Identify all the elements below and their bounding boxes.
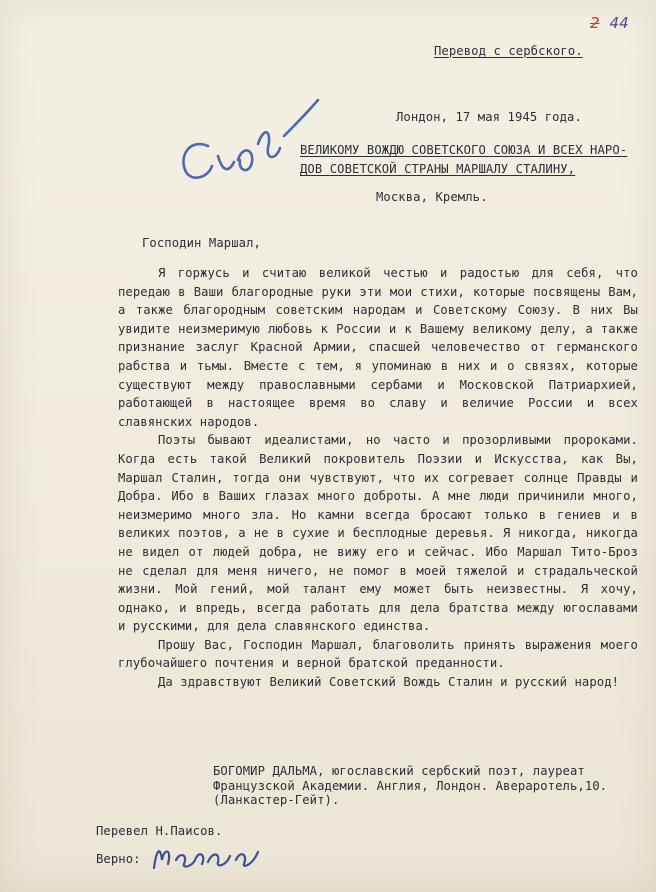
paragraph-4: Да здравствуют Великий Советский Вождь Сталин и русский народ!	[158, 675, 620, 690]
signature-line-3: (Ланкастер-Гейт).	[213, 793, 340, 807]
addressee-line-1: ВЕЛИКОМУ ВОЖДЮ СОВЕТСКОГО СОЮЗА И ВСЕХ НАРО-	[300, 143, 628, 157]
archive-page-number	[590, 14, 629, 32]
struck-page-number: 2	[590, 14, 600, 32]
paragraph-2: Поэты бывают идеалистами, но часто и прозорливыми пророками. Когда есть такой Великий покровитель Поэзии и Искусства, как Вы, Маршал Сталин, тогда они чувствуют, что их согревает солнце Правды и Добра. Ибо в Ваших глазах много доброты. А мне люди причинили много, неизмеримо много зла. Но камни всегда бросают только в гениев и в великих поэтов, а не в сухие и бесплодные деревья. Я никогда, никогда не видел от людей добра, не вижу его и сейчас. Ибо Маршал Тито-Броз не сделал для меня ничего, не помог в моей тяжелой и страдальческой жизни. Мой гений, мой талант ему может быть неизвестны. Я хочу, однако, и впредь, всегда работать для дела братства между югославами и русскими, для дела славянского единства.	[118, 433, 638, 634]
place-date: Лондон, 17 мая 1945 года.	[396, 110, 582, 124]
signature-line-2: Французской Академии. Англия, Лондон. Авераротель,10.	[213, 778, 608, 793]
handwritten-signature-icon	[148, 838, 268, 874]
addressee-line-2: ДОВ СОВЕТСКОЙ СТРАНЫ МАРШАЛУ СТАЛИНУ,	[300, 161, 576, 176]
signature-line-1: БОГОМИР ДАЛЬМА, югославский сербский поэт, лауреат	[213, 764, 585, 778]
salutation: Господин Маршал,	[142, 236, 261, 250]
paragraph-1: Я горжусь и считаю великой честью и радостью для себя, что передаю в Ваши благородные руки эти мои стихи, которые посвящены Вам, а также благородным советским народам и Советскому Союзу. В них Вы увидите неизмеримую любовь к России и к Вашему великому делу, а также признание заслуг Красной Армии, спасшей человечество от германского рабства и тьмы. Вместе с тем, я упоминаю в них и о связях, которые существуют между православными сербами и Московской Патриархией, работающей в настоящее время во славу и величие России и всех славянских народов.	[118, 266, 638, 429]
letter-body	[118, 264, 638, 692]
current-page-number: 44	[609, 14, 629, 32]
author-signature	[213, 764, 653, 808]
paragraph-3: Прошу Вас, Господин Маршал, благоволить принять выражения моего глубочайшего почтения и верной братской преданности.	[118, 637, 638, 671]
translator-note: Перевел Н.Паисов.	[96, 824, 223, 838]
addressee-block	[300, 141, 640, 207]
addressee-city: Москва, Кремль.	[376, 190, 488, 205]
verified-label: Верно:	[96, 852, 141, 866]
translation-note: Перевод с сербского.	[434, 44, 583, 58]
